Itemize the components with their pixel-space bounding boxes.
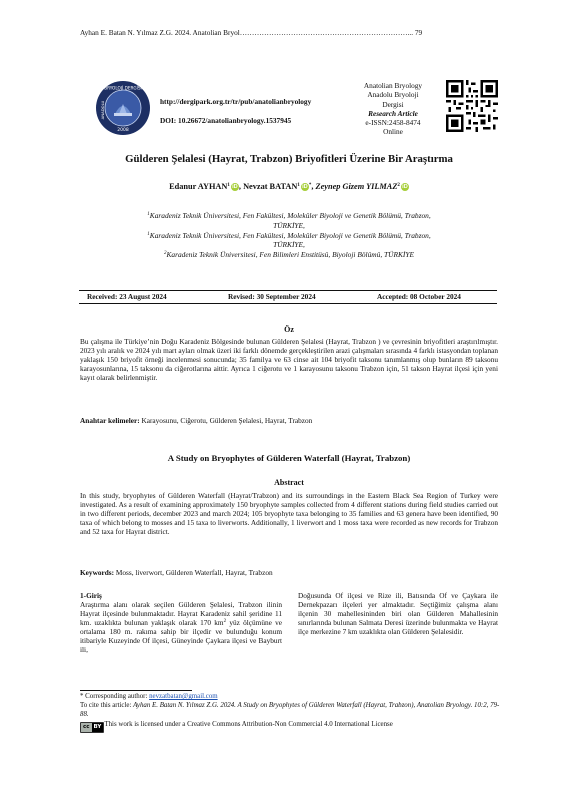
affiliation-1-country: TÜRKİYE,	[273, 220, 305, 230]
cc-icon: cc	[83, 724, 90, 731]
affiliation-1: $^1$Karadeniz Teknik Üniversitesi, Fen Fakültesi, Moleküler Biyoloji ve Genetik Bölümü, Trabzon,	[147, 211, 431, 220]
abstract-text: In this study, bryophytes of Gülderen Waterfall (Hayrat/Trabzon) and its surroundings in the Eastern Black Sea Region of Turkey were investigated. As a result of examining approximately 150 bryophyte samples collected from 4 different stations during field studies carried out in two different periods, december 2023 and march 2024; 105 bryophyte taxa belonging to 35 families and 63 genera have been identified, 90 taxa of which belong to mosses and 15 taxa to liverworts. Additionally, 1 liverwort and 1 moss taxa were recorded as new records for Trabzon and 52 taxa for Hayrat district.	[80, 491, 498, 537]
journal-info	[346, 81, 440, 137]
cc-by-badge[interactable]	[80, 722, 104, 733]
intro-left-text-b: yüz ölçümüne ve ortalama 180 m. rakıma sahip bir ilçedir ve bulunduğu konum itibariyle Kuzeyinde Of ilçesi, Güneyinde Çaykara ilçesi ve Bayburt ili,	[80, 618, 282, 655]
abstract-keywords	[80, 568, 498, 577]
journal-doi[interactable]: DOI: 10.26672/anatolianbryology.1537945	[160, 116, 292, 125]
oz-keywords-text: Karayosunu, Ciğerotu, Gülderen Şelalesi, Hayrat, Trabzon	[139, 416, 313, 425]
intro-left-text-a: Araştırma alanı olarak seçilen Gülderen Şelalesi, Trabzon ilinin Hayrat ilçesinde bulunmaktadır. Hayrat Karadeniz sahil şeridine 11 km. uzaklıkta bulunan yaklaşık olarak 170 km	[80, 600, 282, 628]
title-tr: Gülderen Şelalesi (Hayrat, Trabzon) Briyofitleri Üzerine Bir Araştırma	[125, 153, 453, 165]
author-3-name: Zeynep Gizem YILMAZ	[315, 182, 398, 191]
corresponding-author	[80, 693, 500, 702]
accepted-date: Accepted: 08 October 2024	[377, 292, 461, 301]
affiliation-2-country: TÜRKİYE,	[273, 240, 305, 250]
footnote-rule	[80, 690, 192, 691]
corresponding-email-link[interactable]: nevzatbatan@gmail.com	[149, 693, 218, 700]
author-1-name: Edanur AYHAN	[169, 182, 228, 191]
abstract-heading: Abstract	[274, 478, 304, 487]
oz-text: Bu çalışma ile Türkiye’nin Doğu Karadeniz Bölgesinde bulunan Gülderen Şelalesi (Hayrat, Trabzon ) ve çevresinin briyofitleri araştırılmıştır. 2023 yılı aralık ve 2024 yılı mart ayları olmak üzeri iki farklı dönemde gerçekleştirilen arazi çalışmaları sırasında 4 farklı istasyondan toplanan yaklaşık 150 briyofit örneği incelenmesi sonucunda; 35 familya ve 63 cinse ait 104 briyofit taksonu tanımlanmış olup bunların 89 taksonu karayosunlarına, 15 taksonu da ciğerotlarına aittir. Ayrıca 1 ciğerotu ve 1 karayosunu taksonu Trabzon için, 51 takson Hayrat ilçesi için yeni kayıt olarak belirlenmiştir.	[80, 337, 498, 383]
title-en: A Study on Bryophytes of Gülderen Waterfall (Hayrat, Trabzon)	[167, 453, 411, 463]
qr-code-icon	[446, 80, 498, 132]
author-3-affil: 2	[397, 183, 400, 188]
citation	[80, 702, 500, 720]
svg-text:BRYOLOJİ DERGİSİ: BRYOLOJİ DERGİSİ	[104, 85, 142, 91]
corresponding-mark: *	[308, 183, 312, 188]
dates-rule-bottom	[79, 303, 497, 304]
running-header: Ayhan E. Batan N. Yılmaz Z.G. 2024. Anatolian Bryol……………………………………………………………... 79	[80, 28, 423, 37]
orcid-icon[interactable]: iD	[402, 184, 408, 190]
revised-date: Revised: 30 September 2024	[228, 292, 316, 301]
license-line	[80, 721, 500, 733]
intro-heading: 1-Giriş	[80, 591, 102, 600]
journal-logo	[95, 80, 151, 136]
orcid-icon[interactable]: iD	[232, 184, 238, 190]
footnote	[80, 693, 500, 733]
journal-seal-icon	[95, 80, 151, 136]
intro-right-column: Doğusunda Of ilçesi ve Rize ili, Batısında Of ve Çaykara ile Dernekpazarı ilçeleri yer almaktadır. Seçtiğimiz çalışma alanı ilçenin 30 mahellesininden biri olan Gülderen Mahallesinin sınırlarında bulunan Salmata Deresi üzerinde bulunmakta ve Hayrat ilçe merkezine 7 km uzaklıkta olan Gülderen Şelalesidir.	[298, 591, 498, 637]
affiliation-3: $^2$Karadeniz Teknik Üniversitesi, Fen Bilimleri Enstitüsü, Biyoloji Bölümü, TÜRKİYE	[163, 250, 414, 260]
km2-superscript: 2	[223, 619, 227, 625]
author-separator: ,	[311, 182, 316, 191]
author-2-affil: 1	[297, 183, 300, 188]
citation-text: Ayhan E. Batan N. Yılmaz Z.G. 2024. A Study on Bryophytes of Gülderen Waterfall (Hayrat, Trabzon), Anatolian Bryology. 10:2, 79-88.	[80, 701, 500, 718]
qr-code[interactable]	[446, 80, 498, 132]
oz-keywords-label: Anahtar kelimeler:	[80, 416, 140, 425]
article-type: Research Article	[368, 108, 418, 118]
dates-rule-top	[79, 290, 497, 291]
authors	[60, 182, 518, 191]
citation-label: To cite this article:	[80, 701, 134, 709]
intro-left-column	[80, 600, 282, 655]
oz-keywords	[80, 416, 498, 425]
author-2-name: Nevzat BATAN	[243, 182, 298, 191]
journal-name-en: Anatolian Bryology	[363, 81, 423, 90]
oz-heading: Öz	[284, 325, 294, 334]
svg-text:ANADOLU: ANADOLU	[100, 100, 105, 120]
author-1-affil: 1	[227, 183, 230, 188]
online-label: Online	[383, 127, 403, 137]
license-text: This work is licensed under a Creative Commons Attribution-Non Commercial 4.0 International License	[104, 721, 393, 729]
affiliation-2: $^1$Karadeniz Teknik Üniversitesi, Fen Fakültesi, Moleküler Biyoloji ve Genetik Bölümü, Trabzon,	[147, 230, 431, 240]
journal-url[interactable]: http://dergipark.org.tr/tr/pub/anatolianbryology	[160, 97, 312, 106]
issn: e-ISSN:2458-8474	[365, 118, 421, 128]
svg-text:2008: 2008	[117, 128, 129, 133]
orcid-icon[interactable]: iD	[302, 184, 308, 190]
abstract-keywords-label: Keywords:	[80, 568, 115, 577]
by-icon: BY	[93, 724, 102, 731]
affiliations	[70, 211, 508, 260]
abstract-keywords-text: Moss, liverwort, Gülderen Waterfall, Hayrat, Trabzon	[114, 568, 273, 577]
journal-name-tr-1: Anadolu Bryoloji	[367, 90, 419, 100]
corresponding-label: * Corresponding author:	[80, 693, 150, 700]
received-date: Received: 23 August 2024	[87, 292, 167, 301]
journal-name-tr-2: Dergisi	[382, 99, 404, 109]
author-separator: ,	[238, 182, 244, 191]
